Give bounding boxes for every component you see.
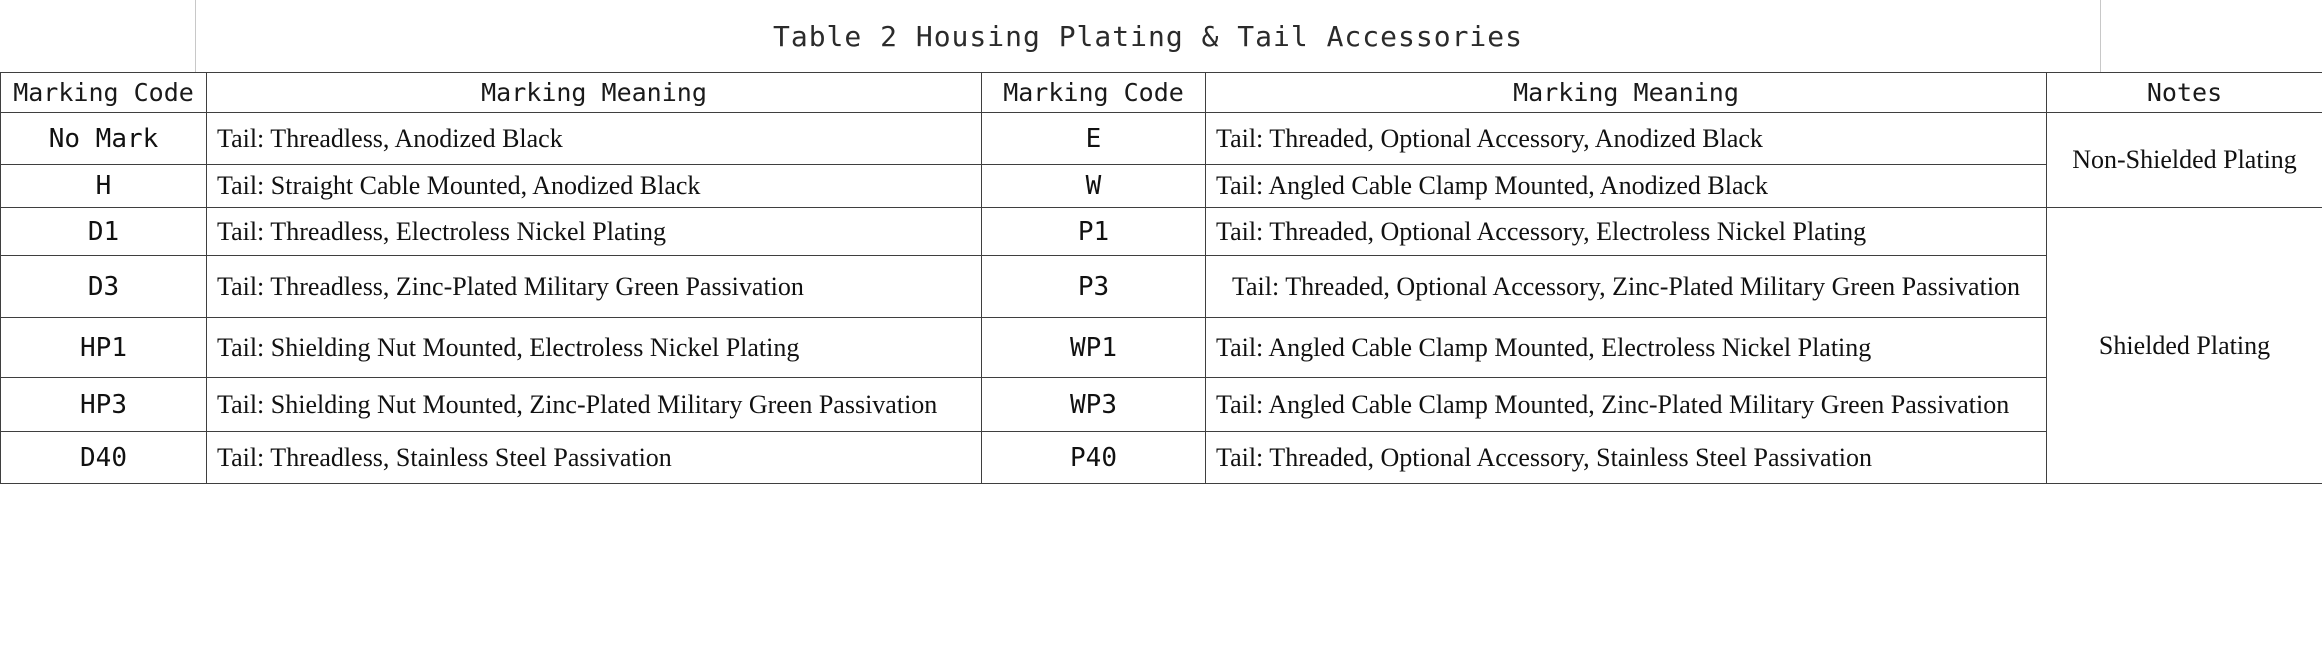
marking-meaning-right: Tail: Angled Cable Clamp Mounted, Zinc-Plated Military Green Passivation: [1206, 378, 2047, 432]
marking-meaning-right: Tail: Threaded, Optional Accessory, Anodized Black: [1206, 113, 2047, 165]
marking-code-left: No Mark: [1, 113, 207, 165]
header-marking-meaning-right: Marking Meaning: [1206, 73, 2047, 113]
table-row: [1, 432, 2322, 484]
table-row: [1, 256, 2322, 318]
marking-code-left: HP1: [1, 318, 207, 378]
table-row: [1, 208, 2322, 256]
plating-accessories-table: [0, 72, 2322, 484]
marking-code-right: P3: [982, 256, 1206, 318]
header-notes: Notes: [2047, 73, 2322, 113]
marking-code-left: D3: [1, 256, 207, 318]
table-row: [1, 318, 2322, 378]
table-row: [1, 113, 2322, 165]
marking-meaning-left: Tail: Threadless, Stainless Steel Passivation: [207, 432, 982, 484]
table-row: [1, 165, 2322, 208]
table-row: [1, 378, 2322, 432]
marking-meaning-left: Tail: Shielding Nut Mounted, Electroless Nickel Plating: [207, 318, 982, 378]
marking-meaning-right: Tail: Threaded, Optional Accessory, Zinc-Plated Military Green Passivation: [1206, 256, 2047, 318]
marking-meaning-left: Tail: Straight Cable Mounted, Anodized Black: [207, 165, 982, 208]
marking-code-right: E: [982, 113, 1206, 165]
title-left-spacer: [0, 0, 196, 72]
marking-code-left: H: [1, 165, 207, 208]
table-title: Table 2 Housing Plating & Tail Accessories: [772, 19, 1523, 53]
marking-meaning-left: Tail: Threadless, Zinc-Plated Military Green Passivation: [207, 256, 982, 318]
marking-code-left: D1: [1, 208, 207, 256]
table-title-row: [0, 0, 2322, 72]
marking-meaning-left: Tail: Threadless, Electroless Nickel Plating: [207, 208, 982, 256]
header-marking-code-right: Marking Code: [982, 73, 1206, 113]
marking-meaning-right: Tail: Angled Cable Clamp Mounted, Electroless Nickel Plating: [1206, 318, 2047, 378]
marking-code-right: WP1: [982, 318, 1206, 378]
marking-meaning-right: Tail: Threaded, Optional Accessory, Electroless Nickel Plating: [1206, 208, 2047, 256]
marking-meaning-right: Tail: Threaded, Optional Accessory, Stainless Steel Passivation: [1206, 432, 2047, 484]
header-marking-code-left: Marking Code: [1, 73, 207, 113]
header-marking-meaning-left: Marking Meaning: [207, 73, 982, 113]
marking-code-right: W: [982, 165, 1206, 208]
marking-meaning-left: Tail: Shielding Nut Mounted, Zinc-Plated Military Green Passivation: [207, 378, 982, 432]
notes-non-shielded: Non-Shielded Plating: [2047, 113, 2322, 208]
marking-code-left: HP3: [1, 378, 207, 432]
marking-code-left: D40: [1, 432, 207, 484]
table-header-row: [1, 73, 2322, 113]
notes-shielded: Shielded Plating: [2047, 208, 2322, 484]
marking-code-right: P40: [982, 432, 1206, 484]
title-right-spacer: [2100, 0, 2322, 72]
marking-meaning-left: Tail: Threadless, Anodized Black: [207, 113, 982, 165]
marking-meaning-right: Tail: Angled Cable Clamp Mounted, Anodized Black: [1206, 165, 2047, 208]
marking-code-right: P1: [982, 208, 1206, 256]
marking-code-right: WP3: [982, 378, 1206, 432]
